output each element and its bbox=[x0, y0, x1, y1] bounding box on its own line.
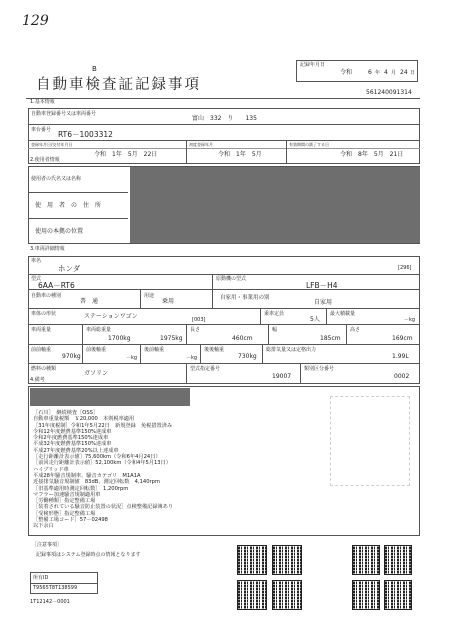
rf-axle-label: 後前軸重 bbox=[144, 347, 165, 353]
chassis-label: 車台番号 bbox=[31, 127, 52, 133]
owner-id-label: 所有ID bbox=[33, 575, 49, 581]
section1-heading: 1.基本情報 bbox=[30, 99, 55, 105]
first-year-label: 初度登録年月 bbox=[189, 142, 213, 147]
ff-axle-value: 970kg bbox=[62, 353, 81, 360]
record-date-year-unit: 年 bbox=[375, 70, 381, 76]
expiry-value: 令和 8年 5月 21日 bbox=[340, 151, 404, 158]
width-label: 幅 bbox=[272, 327, 278, 333]
displacement-value: 1.99L bbox=[392, 353, 409, 360]
gross-label: 車両総重量 bbox=[86, 327, 112, 333]
first-year-value: 令和 1年 5月 bbox=[218, 151, 262, 158]
remark-line: ［石川］ 継続検査［OSS］ bbox=[33, 410, 99, 416]
record-date-label: 記録年月日 bbox=[300, 62, 326, 68]
capacity-value: 5人 bbox=[310, 316, 320, 323]
record-date-month-unit: 月 bbox=[391, 70, 397, 76]
width-value: 185cm bbox=[320, 335, 341, 342]
section4-heading: 4.備考 bbox=[30, 377, 45, 383]
redacted-remarks-header bbox=[30, 388, 190, 406]
maker-label: 車名 bbox=[31, 258, 42, 264]
weight-label: 車両重量 bbox=[31, 327, 52, 333]
first-reg-value: 令和 1年 5月 22日 bbox=[94, 151, 158, 158]
faint-stamp bbox=[330, 396, 410, 486]
footer-code: 1T12142－0001 bbox=[30, 599, 70, 605]
user-base-label: 使用の本拠の位置 bbox=[35, 228, 84, 235]
fuel-value: ガソリン bbox=[84, 370, 109, 377]
record-date-day-unit: 日 bbox=[410, 70, 416, 76]
remark-line: 令和2年度燃費基準150%達成車 bbox=[33, 435, 109, 442]
engine-value: LFB－H4 bbox=[306, 281, 338, 290]
reg-no-label: 自動車登録番号又は車両番号 bbox=[31, 111, 97, 117]
qr-code-6-icon bbox=[384, 545, 412, 575]
private-label: 自家用・事業用の別 bbox=[220, 295, 270, 301]
remark-line: 平成27年度燃費基準20%以上達成車 bbox=[33, 447, 119, 454]
weight-value: 1700kg bbox=[108, 335, 131, 342]
remark-line: 以下余白 bbox=[33, 523, 54, 530]
remark-line: ［労働種類］指定整備工場 bbox=[33, 498, 96, 505]
qr-code-4-icon bbox=[272, 580, 302, 610]
length-label: 長さ bbox=[190, 327, 201, 333]
remark-line: ［旧基準適用時測定回転数］ 1,200rpm bbox=[33, 485, 129, 492]
ff-axle-label: 前前軸重 bbox=[31, 347, 52, 353]
max-load-value: －kg bbox=[404, 317, 416, 323]
fr-axle-value: －kg bbox=[126, 355, 138, 361]
height-label: 高さ bbox=[350, 327, 361, 333]
qr-code-2-icon bbox=[272, 545, 302, 575]
model-label: 型式 bbox=[31, 276, 42, 282]
maker-value: ホンダ bbox=[58, 264, 81, 273]
qr-code-3-icon bbox=[237, 580, 267, 610]
remark-line: 平成32年度燃費基準150%達成車 bbox=[33, 441, 112, 448]
document-number: 561240091314 bbox=[366, 89, 412, 96]
type-no-value: 19007 bbox=[272, 373, 292, 380]
remarks-list bbox=[33, 410, 333, 530]
fuel-label: 燃料の種類 bbox=[31, 366, 57, 372]
user-address-label: 使 用 者 の 住 所 bbox=[35, 202, 102, 209]
engine-label: 原動機の型式 bbox=[216, 276, 247, 282]
notice-text: 記録事項はシステム登録時点の情報となります bbox=[36, 552, 141, 558]
class-no-label: 類別区分番号 bbox=[304, 366, 335, 372]
remark-line: マフラー加速騒音規制適用車 bbox=[33, 491, 101, 498]
kind-value: 普 通 bbox=[80, 298, 99, 305]
form-mark: B bbox=[92, 65, 97, 73]
private-value: 自家用 bbox=[314, 299, 333, 306]
section2-heading: 2.使用者情報 bbox=[30, 157, 60, 163]
record-date-day: 24 bbox=[400, 69, 408, 76]
remark-line: 近接排気騒音規制値 83dB、測定回転数 4,140rpm bbox=[33, 479, 160, 486]
remark-line: 平成28年騒音規制車、騒音カテゴリ M1A1A bbox=[33, 472, 141, 479]
qr-code-1-icon bbox=[237, 545, 267, 575]
use-value: 乗用 bbox=[162, 298, 175, 305]
user-name-label: 使用者の氏名又は名称 bbox=[31, 176, 82, 182]
qr-code-7-icon bbox=[352, 580, 380, 610]
first-reg-label: 登録年月日/交付年月日 bbox=[31, 142, 73, 147]
remark-line: ［31年度税制］令和1年5月22日 新規登録 免税措置済み bbox=[33, 422, 173, 429]
rf-axle-value: －kg bbox=[186, 355, 198, 361]
length-value: 460cm bbox=[232, 335, 253, 342]
qr-code-8-icon bbox=[384, 580, 412, 610]
use-label: 用途 bbox=[144, 293, 155, 299]
rr-axle-value: 730kg bbox=[238, 353, 257, 360]
qr-code-5-icon bbox=[352, 545, 380, 575]
record-date-year: 6 bbox=[368, 69, 372, 76]
page-title: 自動車検査証記録事項 bbox=[36, 77, 201, 93]
record-date-era: 令和 bbox=[340, 69, 353, 76]
reg-no-value: 富山 332 り 135 bbox=[192, 115, 257, 122]
maker-code: [296] bbox=[398, 265, 412, 271]
chassis-value: RT6－1003312 bbox=[58, 130, 113, 139]
capacity-label: 乗車定員 bbox=[264, 311, 285, 317]
rr-axle-label: 後後軸重 bbox=[204, 347, 225, 353]
body-code: [003] bbox=[192, 317, 206, 323]
kind-label: 自動車の種別 bbox=[31, 293, 62, 299]
remark-line: ［装着されている騒音防止装置の状況］点検整備記録簿あり bbox=[33, 504, 174, 511]
remark-line: 自動車重量税額 ￥20,000 本則税率適用 bbox=[33, 416, 135, 423]
max-load-label: 最大積載量 bbox=[330, 311, 356, 317]
remark-line: ハイブリッド車 bbox=[33, 466, 69, 473]
type-no-label: 型式指定番号 bbox=[190, 366, 221, 372]
displacement-label: 総排気量又は定格出力 bbox=[266, 347, 317, 353]
redacted-user-info bbox=[130, 167, 420, 243]
fr-axle-label: 前後軸重 bbox=[86, 347, 107, 353]
remark-line: 令和12年度燃費基準150%達成車 bbox=[33, 428, 112, 435]
model-value: 6AA－RT6 bbox=[38, 281, 75, 290]
remark-line: ［整備工場コード］57－02498 bbox=[33, 517, 108, 524]
record-date-month: 4 bbox=[384, 69, 388, 76]
body-value: ステーションワゴン bbox=[84, 313, 138, 320]
remark-line: ［走行距離計表示値］75,600km（令和6年4月24日） bbox=[33, 454, 161, 461]
handwritten-number: 129 bbox=[22, 13, 49, 29]
owner-id-value: T9565T8T138599 bbox=[33, 585, 78, 591]
height-value: 169cm bbox=[392, 335, 413, 342]
body-label: 車体の形状 bbox=[31, 311, 57, 317]
expiry-label: 有効期間の満了する日 bbox=[289, 142, 329, 147]
section3-heading: 3.車両詳細情報 bbox=[30, 246, 65, 252]
remark-line: ［前回走行距離計表示値］52,100km（令和4年5月13日） bbox=[33, 460, 171, 467]
remark-line: ［受検形態］指定整備工場 bbox=[33, 510, 96, 517]
gross-value: 1975kg bbox=[160, 335, 183, 342]
class-no-value: 0002 bbox=[394, 373, 410, 380]
notice-heading: ［注意事項］ bbox=[32, 542, 63, 548]
